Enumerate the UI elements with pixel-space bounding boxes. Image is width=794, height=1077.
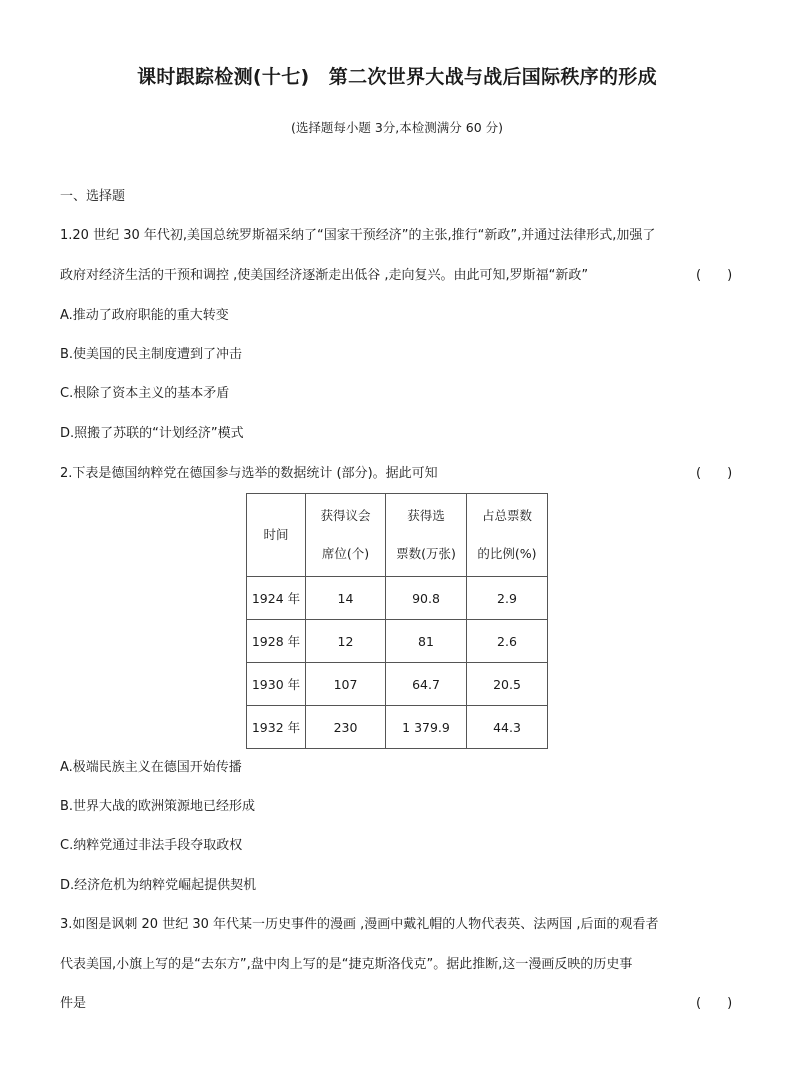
table-cell: 12 [306, 620, 386, 663]
question-2-answer-paren: ( ) [696, 466, 733, 481]
table-cell: 1 379.9 [386, 706, 467, 749]
table-cell: 81 [386, 620, 467, 663]
question-1-answer-paren: ( ) [696, 268, 733, 283]
table-header-cell [386, 494, 467, 577]
question-3-stem-line-1: 3.如图是讽刺 20 世纪 30 年代某一历史事件的漫画 ,漫画中戴礼帽的人物代表英、法两国 ,后面的观看者 [60, 917, 659, 932]
question-1-stem-line-2: 政府对经济生活的干预和调控 ,使美国经济逐渐走出低谷 ,走向复兴。由此可知,罗斯福“新政” [60, 268, 589, 283]
table-cell: 20.5 [467, 663, 548, 706]
table-cell: 1924 年 [247, 577, 306, 620]
table-cell: 90.8 [386, 577, 467, 620]
table-row [247, 620, 548, 663]
header-seats-line-2: 席位(个) [321, 546, 370, 561]
table-cell: 2.6 [467, 620, 548, 663]
election-data-table [246, 493, 548, 749]
question-1-option-d: D.照搬了苏联的“计划经济”模式 [60, 426, 244, 441]
table-header-cell [247, 494, 306, 577]
page-title: 课时跟踪检测(十七) 第二次世界大战与战后国际秩序的形成 [137, 66, 657, 88]
table-row [247, 663, 548, 706]
table-cell: 230 [306, 706, 386, 749]
header-votes-line-1: 获得选 [407, 508, 445, 523]
table-cell: 64.7 [386, 663, 467, 706]
section-heading: 一、选择题 [60, 189, 126, 204]
table-cell: 1930 年 [247, 663, 306, 706]
table-header-row [247, 494, 548, 577]
table-cell: 44.3 [467, 706, 548, 749]
table-header-cell [467, 494, 548, 577]
question-1-option-b: B.使美国的民主制度遭到了冲击 [60, 347, 243, 362]
header-ratio-line-1: 占总票数 [481, 508, 532, 523]
question-1-option-c: C.根除了资本主义的基本矛盾 [60, 386, 230, 401]
header-time-label: 时间 [263, 527, 289, 542]
page-subtitle: (选择题每小题 3分,本检测满分 60 分) [290, 120, 503, 135]
question-3-stem-line-2: 代表美国,小旗上写的是“去东方”,盘中肉上写的是“捷克斯洛伐克”。据此推断,这一漫画反映的历史事 [60, 957, 633, 972]
header-votes-line-2: 票数(万张) [396, 546, 456, 561]
table-row [247, 577, 548, 620]
table-cell: 1928 年 [247, 620, 306, 663]
table-header-cell [306, 494, 386, 577]
question-2-option-c: C.纳粹党通过非法手段夺取政权 [60, 838, 243, 853]
question-2-option-b: B.世界大战的欧洲策源地已经形成 [60, 799, 256, 814]
question-2-option-a: A.极端民族主义在德国开始传播 [60, 760, 242, 775]
question-1-option-a: A.推动了政府职能的重大转变 [60, 308, 229, 323]
table-cell: 1932 年 [247, 706, 306, 749]
question-2-stem-line-1: 2.下表是德国纳粹党在德国参与选举的数据统计 (部分)。据此可知 [60, 466, 438, 481]
question-3-answer-paren: ( ) [696, 996, 733, 1011]
question-3-stem-line-3: 件是 [60, 996, 87, 1011]
table-cell: 14 [306, 577, 386, 620]
table-cell: 2.9 [467, 577, 548, 620]
header-seats-line-1: 获得议会 [320, 508, 371, 523]
question-2-option-d: D.经济危机为纳粹党崛起提供契机 [60, 878, 257, 893]
table-cell: 107 [306, 663, 386, 706]
question-1-stem-line-1: 1.20 世纪 30 年代初,美国总统罗斯福采纳了“国家干预经济”的主张,推行“新政”,并通过法律形式,加强了 [60, 228, 656, 243]
header-ratio-line-2: 的比例(%) [477, 546, 537, 561]
table-row [247, 706, 548, 749]
